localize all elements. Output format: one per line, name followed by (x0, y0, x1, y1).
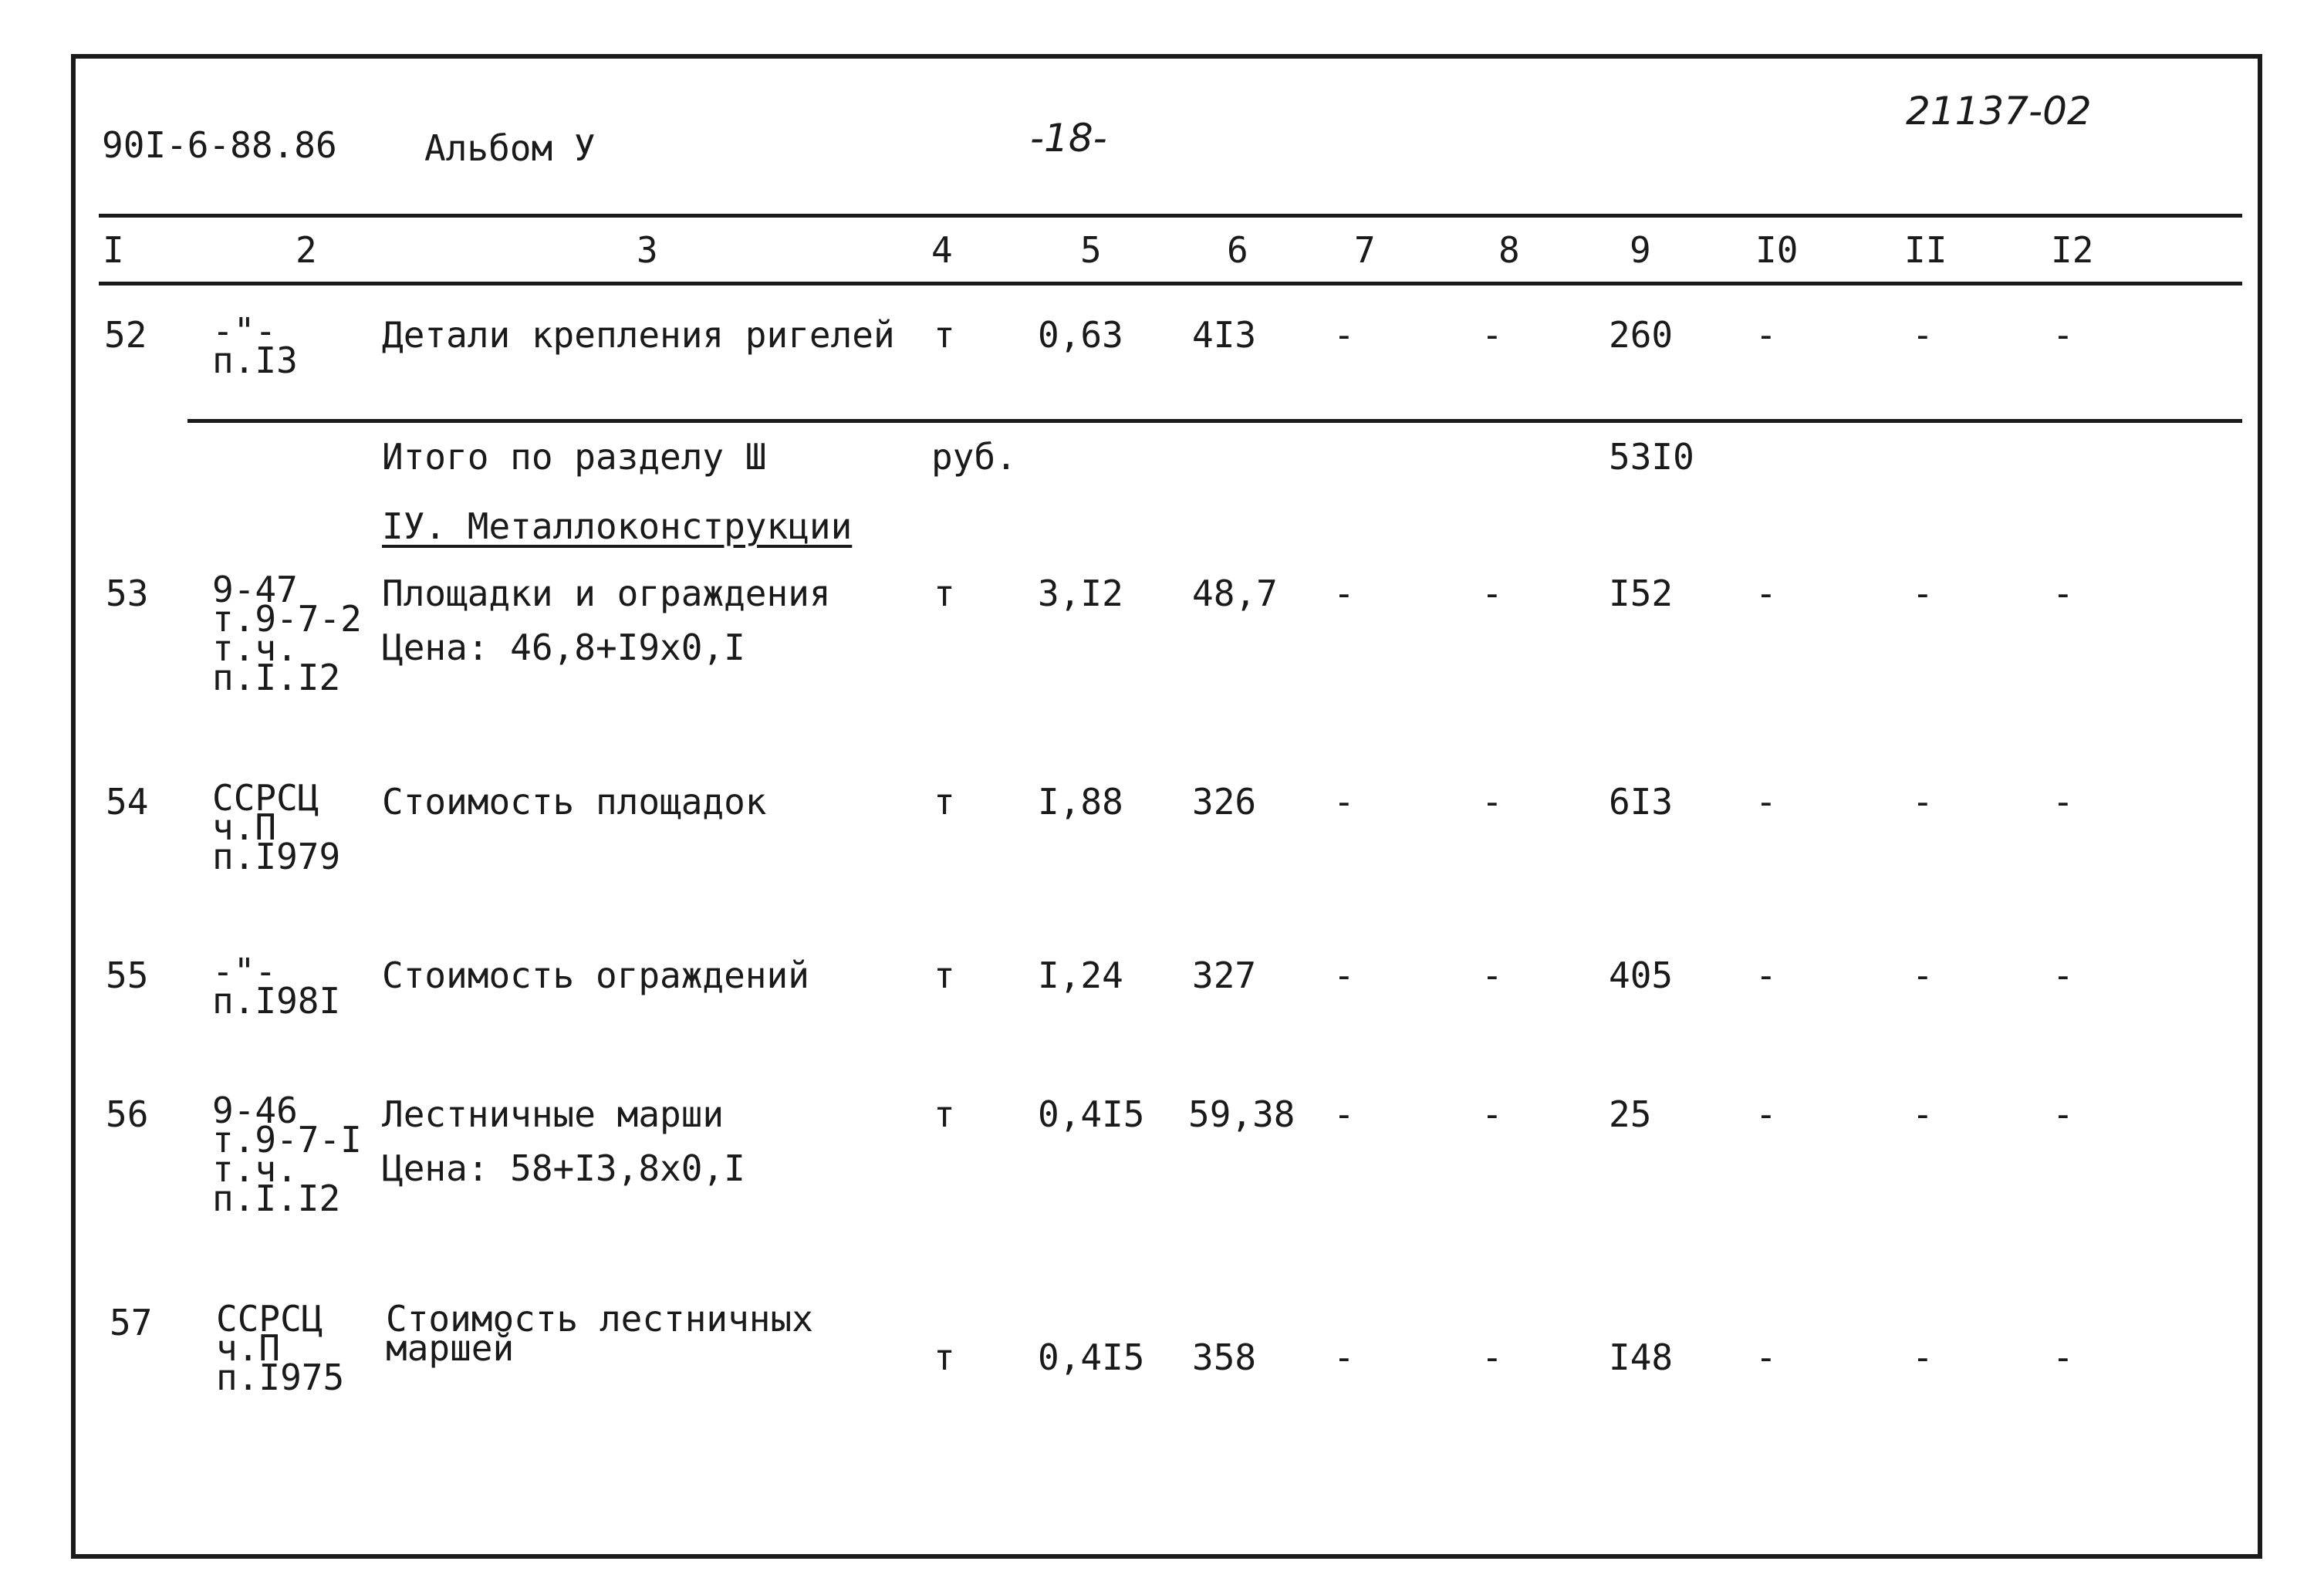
row-52-reference: -"- п.I3 (212, 310, 298, 381)
row-56-col10: - (1755, 1093, 1777, 1135)
row-57-number: 57 (110, 1302, 153, 1343)
subtotal-rule (187, 419, 2242, 423)
row-56-price-formula: Цена: 58+I3,8x0,I (382, 1147, 745, 1189)
col-header-12: I2 (2051, 229, 2094, 271)
row-55-col7: - (1333, 955, 1355, 996)
row-52-col8: - (1481, 314, 1503, 356)
row-55-col5: I,24 (1038, 955, 1123, 996)
col-header-2: 2 (296, 229, 317, 271)
row-53-number: 53 (106, 573, 149, 614)
row-55-col10: - (1755, 955, 1777, 996)
row-57-col10: - (1755, 1336, 1777, 1378)
album-label: Альбом У (424, 127, 596, 169)
row-55-unit: т (934, 955, 955, 996)
col-header-9: 9 (1630, 229, 1651, 271)
row-53-col5: 3,I2 (1038, 573, 1123, 614)
col-header-7: 7 (1354, 229, 1376, 271)
col-header-8: 8 (1498, 229, 1520, 271)
page-number: -18- (1030, 116, 1107, 161)
row-54-number: 54 (106, 781, 149, 823)
section-heading: IУ. Металлоконструкции (382, 505, 853, 547)
row-55-col11: - (1912, 955, 1934, 996)
row-53-col6: 48,7 (1192, 573, 1278, 614)
row-54-col6: 326 (1192, 781, 1257, 823)
row-57-unit: т (934, 1336, 955, 1378)
row-52-col9: 260 (1609, 314, 1674, 356)
row-56-col7: - (1333, 1093, 1355, 1135)
row-56-col8: - (1481, 1093, 1503, 1135)
row-57-col12: - (2052, 1336, 2074, 1378)
row-57-reference: ССРСЦ ч.П п.I975 (216, 1298, 345, 1398)
col-header-10: I0 (1755, 229, 1799, 271)
row-54-description: Стоимость площадок (382, 781, 767, 823)
row-52-col10: - (1755, 314, 1777, 356)
row-56-col6: 59,38 (1188, 1093, 1295, 1135)
row-54-col7: - (1333, 781, 1355, 823)
row-56-unit: т (934, 1093, 955, 1135)
row-53-reference: 9-47 т.9-7-2 т.ч. п.I.I2 (212, 569, 362, 698)
row-53-price-formula: Цена: 46,8+I9x0,I (382, 627, 745, 668)
row-57-col9: I48 (1609, 1336, 1674, 1378)
row-55-col9: 405 (1609, 955, 1674, 996)
col-header-5: 5 (1080, 229, 1102, 271)
subtotal-label: Итого по разделу Ш (382, 436, 767, 478)
row-52-col12: - (2052, 314, 2074, 356)
row-55-number: 55 (106, 955, 149, 996)
subtotal-unit: руб. (931, 436, 1017, 478)
row-54-col9: 6I3 (1609, 781, 1674, 823)
row-57-col7: - (1333, 1336, 1355, 1378)
row-57-description: Стоимость лестничных маршей (386, 1298, 813, 1369)
row-57-col6: 358 (1192, 1336, 1257, 1378)
row-52-unit: т (934, 314, 955, 356)
row-53-col8: - (1481, 573, 1503, 614)
row-54-reference: ССРСЦ ч.П п.I979 (212, 777, 341, 877)
row-56-description: Лестничные марши (382, 1093, 725, 1135)
header-rule-top (99, 214, 2242, 218)
col-header-1: I (103, 229, 124, 271)
row-52-col6: 4I3 (1192, 314, 1257, 356)
row-54-col5: I,88 (1038, 781, 1123, 823)
row-55-reference: -"- п.I98I (212, 951, 341, 1022)
document-code: 90I-6-88.86 (102, 124, 337, 166)
row-55-col12: - (2052, 955, 2074, 996)
row-54-col11: - (1912, 781, 1934, 823)
row-52-description: Детали крепления ригелей (382, 314, 895, 356)
row-56-col5: 0,4I5 (1038, 1093, 1145, 1135)
row-52-col11: - (1912, 314, 1934, 356)
row-53-col7: - (1333, 573, 1355, 614)
row-52-col5: 0,63 (1038, 314, 1123, 356)
row-53-col9: I52 (1609, 573, 1674, 614)
row-53-col10: - (1755, 573, 1777, 614)
row-53-unit: т (934, 573, 955, 614)
col-header-3: 3 (637, 229, 658, 271)
col-header-6: 6 (1227, 229, 1248, 271)
subtotal-value: 53I0 (1609, 436, 1694, 478)
row-53-description: Площадки и ограждения (382, 573, 831, 614)
row-53-col12: - (2052, 573, 2074, 614)
row-55-col8: - (1481, 955, 1503, 996)
row-56-col9: 25 (1609, 1093, 1652, 1135)
row-54-unit: т (934, 781, 955, 823)
row-55-description: Стоимость ограждений (382, 955, 809, 996)
document-number: 21137-02 (1906, 89, 2092, 133)
row-56-reference: 9-46 т.9-7-I т.ч. п.I.I2 (212, 1090, 362, 1219)
row-56-col12: - (2052, 1093, 2074, 1135)
row-54-col10: - (1755, 781, 1777, 823)
row-53-col11: - (1912, 573, 1934, 614)
row-57-col8: - (1481, 1336, 1503, 1378)
row-56-number: 56 (106, 1093, 149, 1135)
row-57-col5: 0,4I5 (1038, 1336, 1145, 1378)
header-rule-bottom (99, 282, 2242, 286)
col-header-11: II (1904, 229, 1947, 271)
row-57-col11: - (1912, 1336, 1934, 1378)
row-54-col8: - (1481, 781, 1503, 823)
row-54-col12: - (2052, 781, 2074, 823)
row-52-number: 52 (104, 314, 147, 356)
row-56-col11: - (1912, 1093, 1934, 1135)
row-52-col7: - (1333, 314, 1355, 356)
row-55-col6: 327 (1192, 955, 1257, 996)
col-header-4: 4 (931, 229, 953, 271)
